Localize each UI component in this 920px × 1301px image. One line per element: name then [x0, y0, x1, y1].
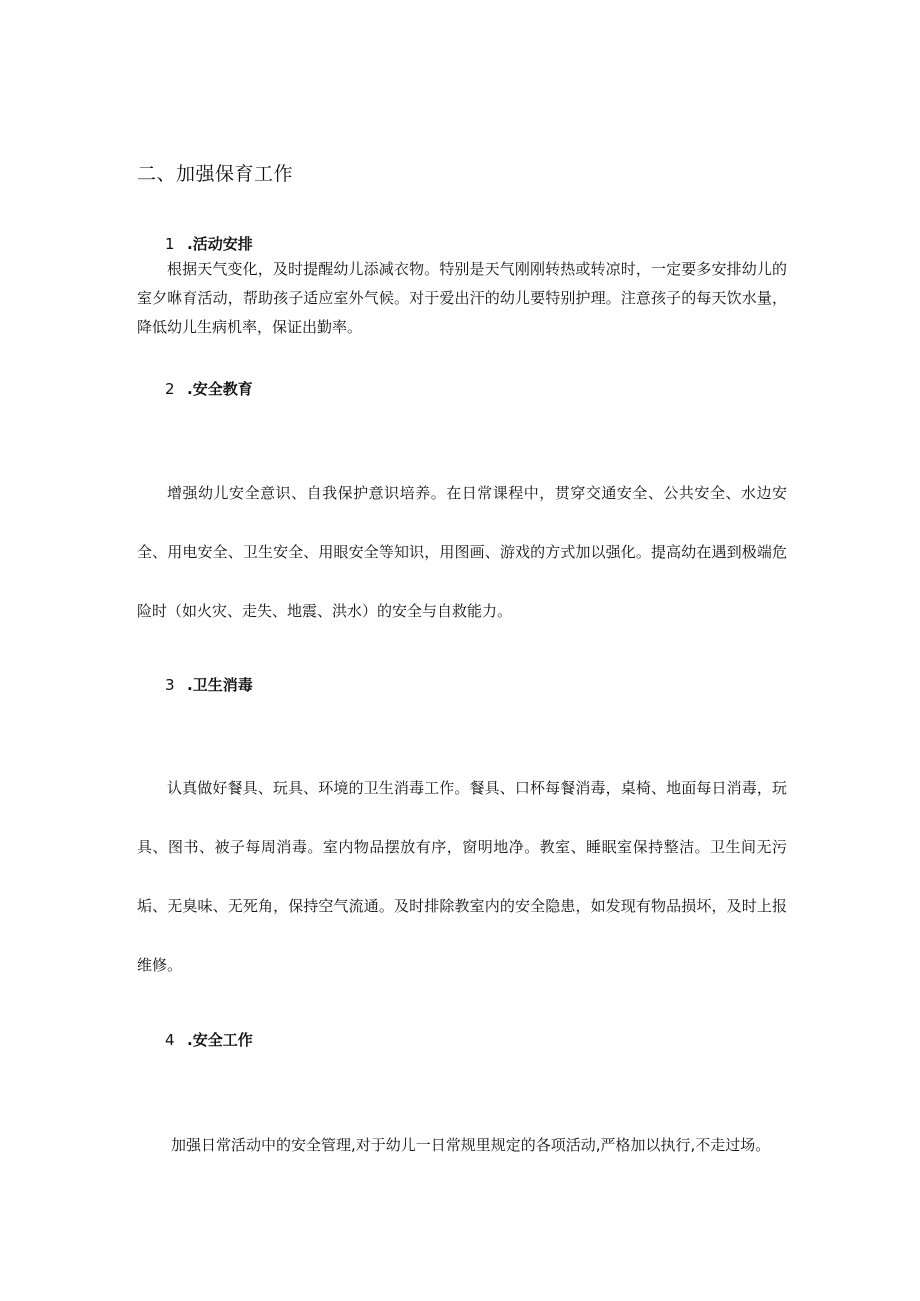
item-title: .安全教育: [187, 380, 253, 398]
item-paragraph-1: 根据天气变化，及时提醒幼儿添减衣物。特别是天气刚刚转热或转凉时，一定要多安排幼儿的室夕咻育活动，帮助孩子适应室外气候。对于爱出汗的幼儿要特别护理。注意孩子的每天饮水量，降低幼儿生病机率，保证出勤率。: [137, 260, 787, 336]
section-title: 二、加强保育工作: [137, 163, 294, 185]
item-title: .卫生消毒: [187, 676, 253, 694]
item-heading-3: [165, 674, 253, 696]
item-paragraph-2: 增强幼儿安全意识、自我保护意识培养。在日常课程中，贯穿交通安全、公共安全、水边安全、用电安全、卫生安全、用眼安全等知识，用图画、游戏的方式加以强化。提高幼在遇到极端危险时（如火灾、走失、地震、洪水）的安全与自救能力。: [137, 484, 787, 620]
item-number: 2: [165, 380, 175, 398]
item-paragraph-3: 认真做好餐具、玩具、环境的卫生消毒工作。餐具、口杯每餐消毒，桌椅、地面每日消毒，玩具、图书、被子每周消毒。室内物品摆放有序，窗明地净。教室、睡眠室保持整洁。卫生间无污垢、无臭味、无死角，保持空气流通。及时排除教室内的安全隐患，如发现有物品损坏，及时上报维修。: [137, 779, 787, 974]
item-number: 1: [165, 235, 175, 253]
item-number: 4: [165, 1031, 175, 1049]
item-heading-1: [165, 233, 253, 255]
item-number: 3: [165, 676, 175, 694]
item-paragraph-4: 加强日常活动中的安全管理,对于幼儿一日常规里规定的各项活动,严格加以执行,不走过场。: [171, 1136, 771, 1154]
item-title: .安全工作: [187, 1031, 253, 1049]
item-heading-4: [165, 1029, 253, 1051]
item-heading-2: [165, 378, 253, 400]
item-title: .活动安排: [187, 235, 253, 253]
